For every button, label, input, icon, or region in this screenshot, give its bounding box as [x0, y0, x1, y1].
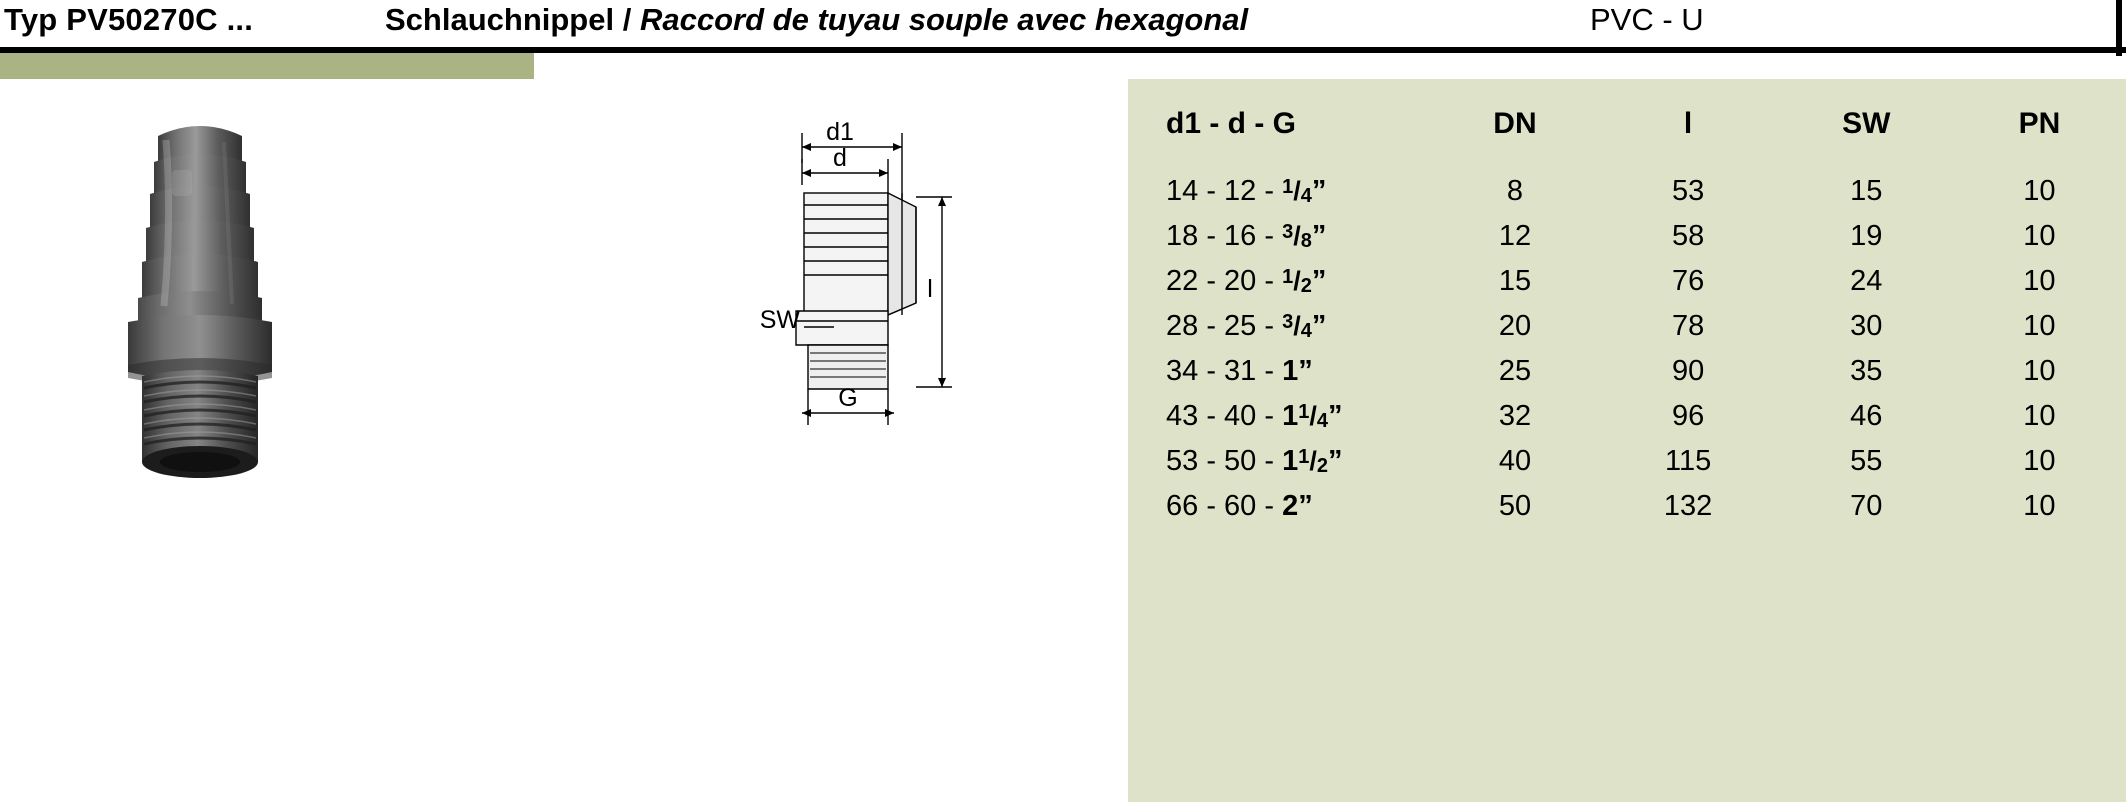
table-body — [1128, 169, 2126, 529]
cell-l: 132 — [1663, 490, 1713, 522]
col-header-l: l — [1683, 107, 1693, 140]
cell-pn: 10 — [2023, 265, 2056, 297]
cell-sw: 70 — [1850, 490, 1883, 522]
table-header-row — [1128, 79, 2126, 169]
cell-size: $22 - 20 - ^1/_2$” — [1166, 265, 1327, 297]
cell-dn: 15 — [1498, 265, 1532, 297]
drawing-label-l: l — [927, 275, 933, 303]
cell-l: 96 — [1671, 400, 1705, 432]
header-right-tick — [2116, 0, 2122, 56]
table-row — [1128, 169, 2126, 214]
product-type-label: Typ PV50270C ... — [4, 2, 254, 37]
product-description-de: Schlauchnippel / — [385, 2, 632, 37]
spec-table — [1128, 79, 2126, 529]
cell-dn: 25 — [1498, 355, 1532, 387]
drawing-label-sw: SW — [759, 306, 800, 334]
cell-pn: 10 — [2023, 220, 2056, 252]
product-description-fr: Raccord de tuyau souple avec hexagonal — [640, 2, 1249, 37]
cell-dn: 40 — [1498, 445, 1532, 477]
col-header-sw: SW — [1842, 107, 1891, 140]
cell-size: 66 - 60 - 2” — [1166, 490, 1313, 522]
material-label: PVC - U — [1590, 2, 1704, 37]
cell-dn: 32 — [1498, 400, 1532, 432]
drawing-label-g: G — [838, 384, 858, 412]
cell-l: 90 — [1671, 355, 1705, 387]
cell-size: 34 - 31 - 1” — [1166, 355, 1313, 387]
table-row — [1128, 394, 2126, 439]
cell-size: $43 - 40 - 1^1/_4$” — [1166, 400, 1343, 432]
cell-pn: 10 — [2023, 445, 2056, 477]
cell-pn: 10 — [2023, 355, 2056, 387]
table-row — [1128, 349, 2126, 394]
cell-l: 115 — [1664, 445, 1712, 477]
cell-dn: 12 — [1498, 220, 1532, 252]
cell-size: $28 - 25 - ^3/_4$” — [1166, 310, 1327, 342]
cell-size: $14 - 12 - ^1/_4$” — [1166, 175, 1327, 207]
cell-pn: 10 — [2023, 490, 2056, 522]
table-row — [1128, 484, 2126, 529]
cell-sw: 30 — [1850, 310, 1883, 342]
col-header-pn: PN — [2018, 107, 2061, 140]
table-row — [1128, 304, 2126, 349]
cell-l: 58 — [1671, 220, 1705, 252]
col-header-dn: DN — [1493, 107, 1537, 140]
product-photo — [120, 110, 390, 510]
cell-pn: 10 — [2023, 310, 2056, 342]
cell-sw: 35 — [1850, 355, 1883, 387]
cell-sw: 24 — [1850, 265, 1883, 297]
table-row — [1128, 259, 2126, 304]
table-row — [1128, 214, 2126, 259]
cell-pn: 10 — [2023, 175, 2056, 207]
col-header-size: d1 - d - G — [1166, 107, 1296, 140]
cell-dn: 8 — [1506, 175, 1524, 207]
cell-sw: 15 — [1850, 175, 1883, 207]
cell-pn: 10 — [2023, 400, 2056, 432]
cell-size: $18 - 16 - ^3/_8$” — [1166, 220, 1327, 252]
cell-sw: 46 — [1850, 400, 1883, 432]
cell-l: 76 — [1671, 265, 1705, 297]
cell-dn: 50 — [1498, 490, 1532, 522]
technical-drawing — [759, 115, 1090, 445]
cell-l: 53 — [1671, 175, 1705, 207]
drawing-label-d: d — [833, 144, 847, 172]
color-swatch-bar — [0, 53, 534, 79]
cell-dn: 20 — [1498, 310, 1532, 342]
table-row — [1128, 439, 2126, 484]
cell-size: $53 - 50 - 1^1/_2$” — [1166, 445, 1343, 477]
drawing-label-d1: d1 — [826, 118, 854, 146]
cell-sw: 55 — [1850, 445, 1883, 477]
cell-l: 78 — [1671, 310, 1705, 342]
cell-sw: 19 — [1850, 220, 1883, 252]
